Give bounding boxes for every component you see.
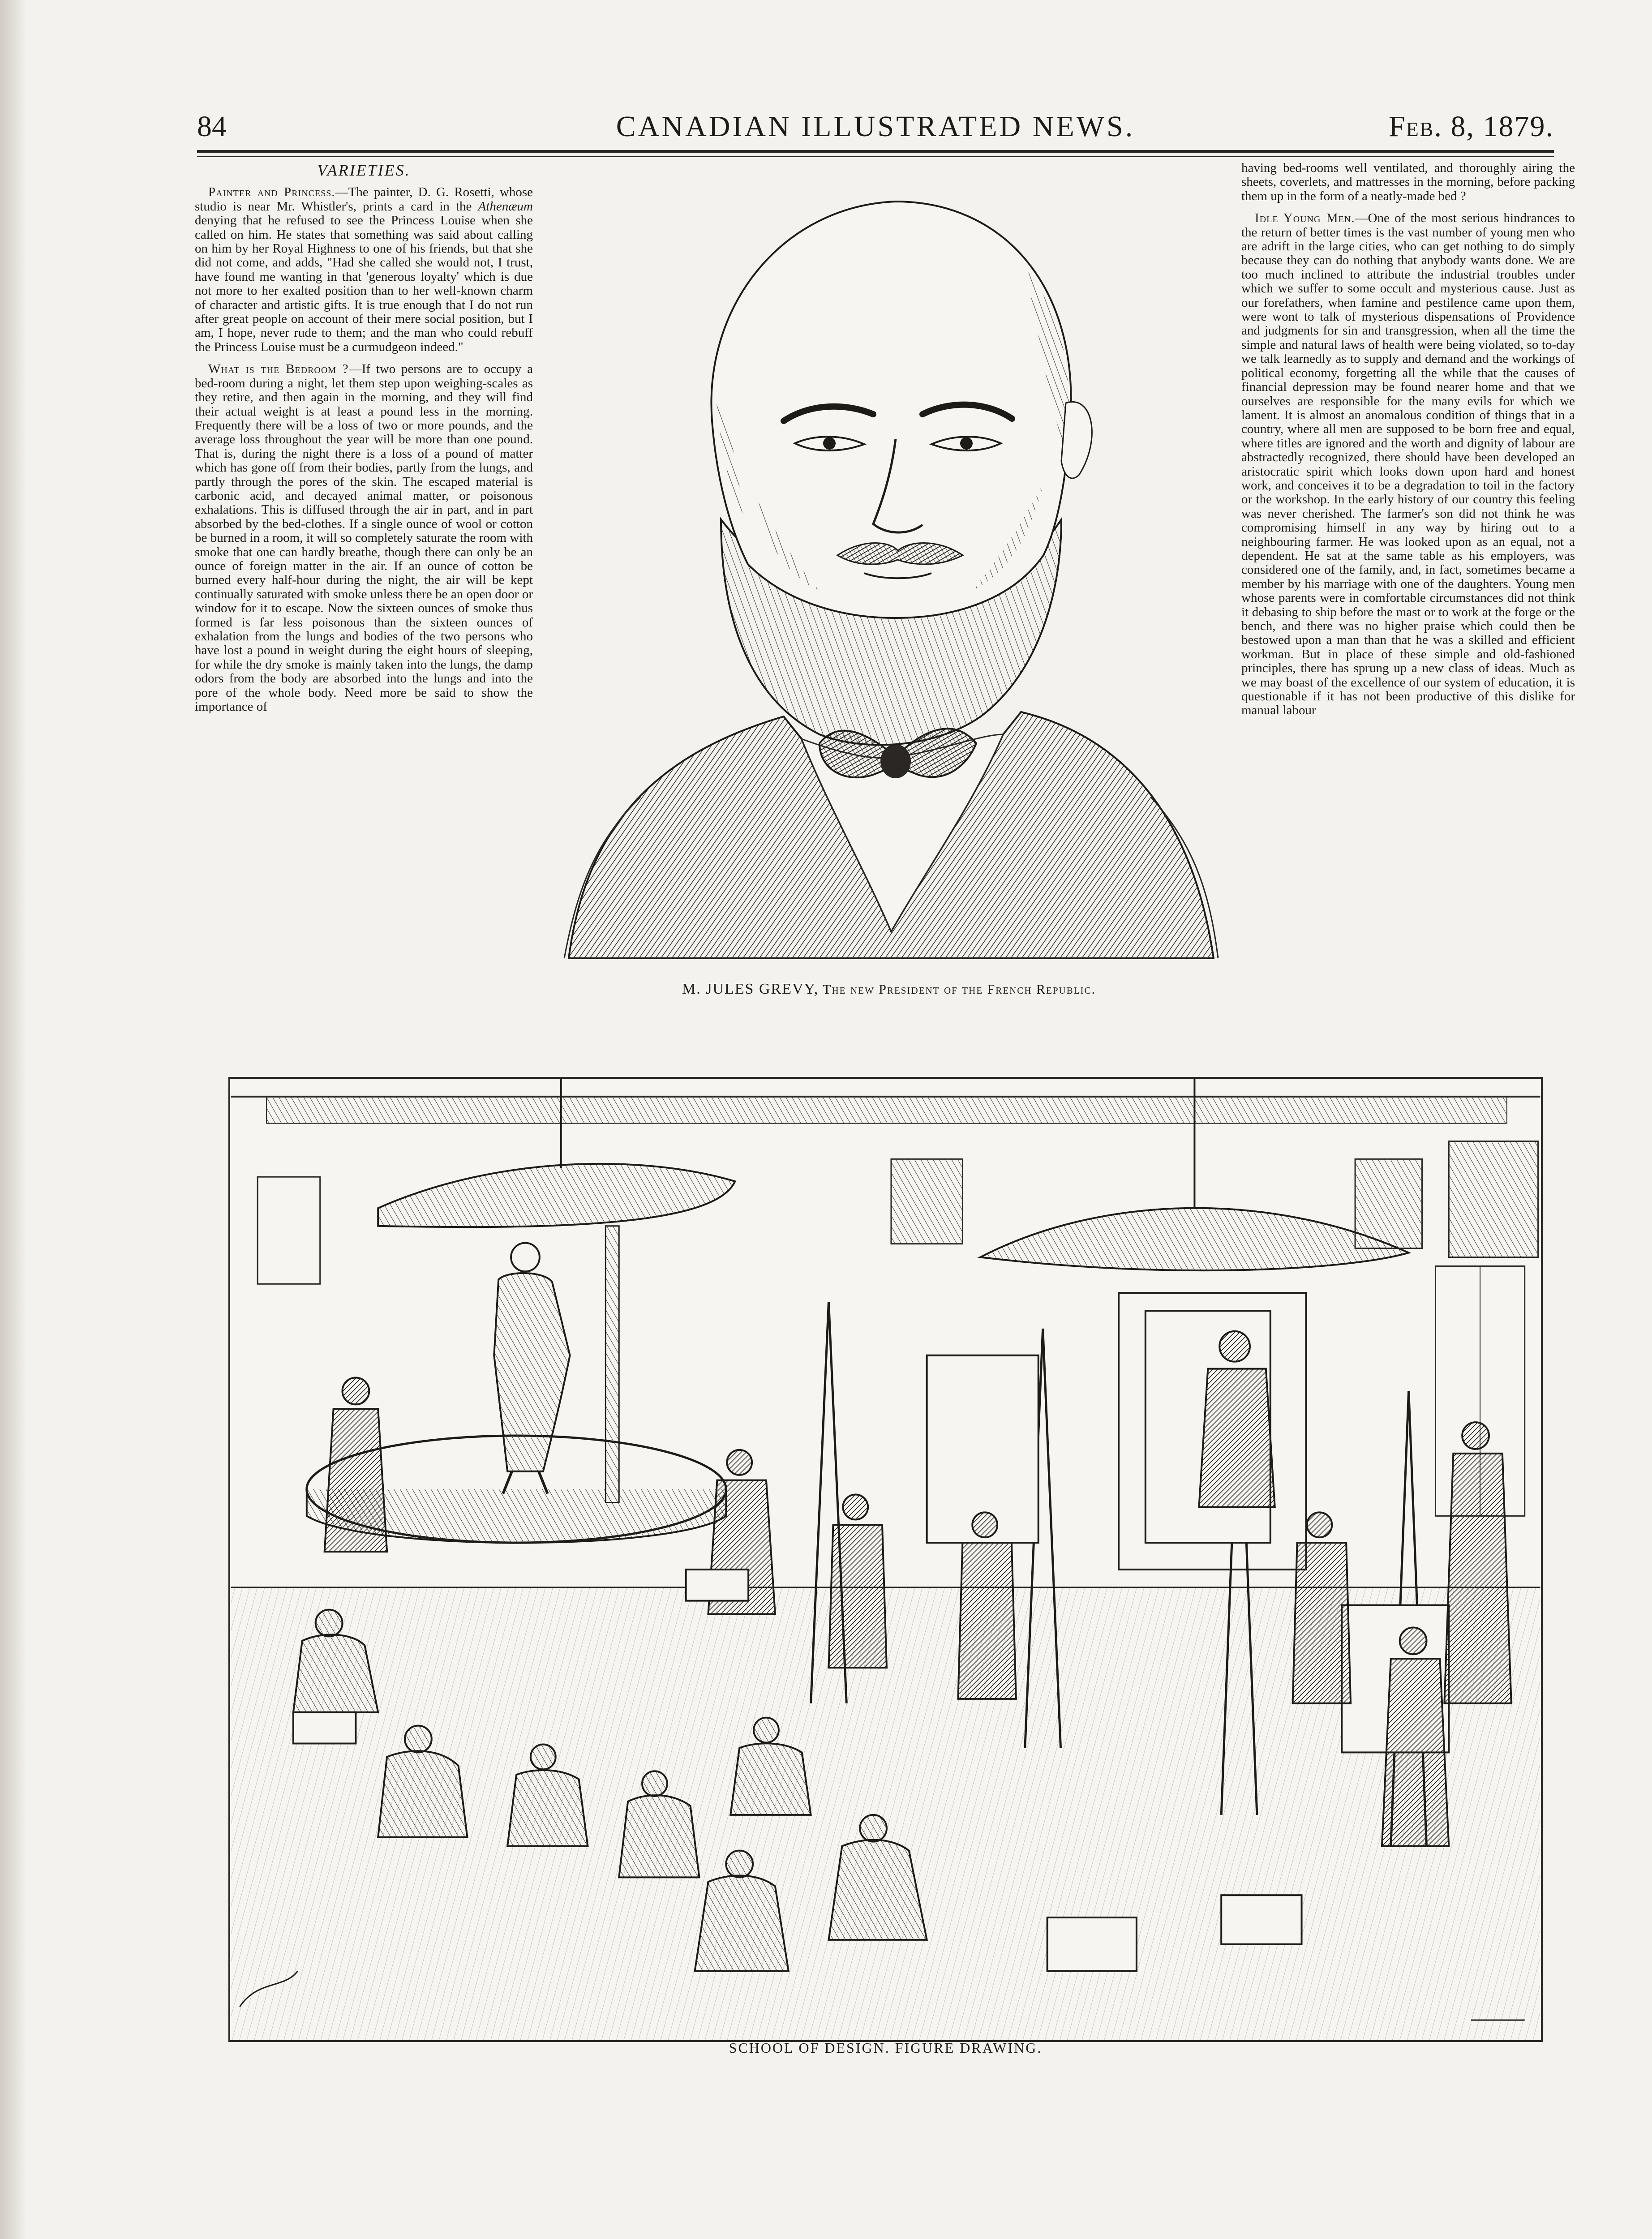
article-body: —If two persons are to occupy a bed-room during a night, let them step upon weighing-scales as they retire, and then again in the morning, and they will find their actual weight is at least a pound less in the morning. Frequently there will be a loss of two or more pounds, and the average loss throughout the year will be more than one pound. That is, during the night there is a loss of a pound of matter which has gone off from their bodies, partly from the lungs, and partly through the pores of the skin. The escaped material is carbonic acid, and decayed animal matter, or poisonous exhalations. This is diffused through the air in part, and in part absorbed by the bed-clothes. If a single ounce of wool or cotton be burned in a room, it will so completely saturate the room with smoke that one can hardly breathe, though there can only be an ounce of foreign matter in the air. If an ounce of cotton be burned every half-hour during the night, the air will be kept continually saturated with smoke unless there be an open door or window for it to escape. Now the sixteen ounces of smoke thus formed is far less poisonous than the sixteen ounces of exhalation from the lungs and bodies of the two persons who have lost a pound in weight during the eight hours of sleeping, for while the dry smoke is mainly taken into the lungs, the damp odors from the body are absorbed into the lungs and into the pore of the whole body. Need more be said to show the importance of — [195, 362, 533, 714]
page-number: 84 — [197, 110, 227, 143]
portrait-caption-title: The new President of the French Republic. — [819, 982, 1096, 997]
header-rule-thin — [197, 156, 1554, 157]
article-body: —The painter, D. G. Rosetti, whose studio is near Mr. Whistler's, prints a card in the — [195, 185, 533, 214]
section-title: VARIETIES. — [317, 163, 411, 179]
article-lead: What is the Bedroom ? — [208, 362, 349, 377]
article-painter-and-princess — [195, 185, 533, 354]
page-edge-shadow — [0, 0, 27, 2239]
article-bedroom — [195, 362, 533, 714]
article-continuation: having bed-rooms well ventilated, and thoroughly airing the sheets, coverlets, and mattresses in the morning, before packing them up in the form of a neatly-made bed ? — [1241, 161, 1575, 203]
portrait-caption — [551, 981, 1227, 998]
right-text-column — [1241, 161, 1575, 1023]
article-italic: Athenæum — [478, 199, 533, 214]
article-body: —One of the most serious hindrances to the return of better times is the vast number of young men who are adrift in the large cities, who can get nothing to do simply because they can do nothing that anybody wants done. We are too much inclined to attribute the industrial troubles under which we suffer to some occult and mysterious cause. Just as our forefathers, when famine and pestilence came upon them, were wont to talk of mysterious dispensations of Providence and judgments for sin and transgression, when all the time the simple and natural laws of health were being violated, so to-day we talk learnedly as to supply and demand and the workings of political economy, forgetting all the while that the causes of financial depression may be found nearer home and that we ourselves are responsible for the many evils for which we lament. It is almost an anomalous condition of things that in a country, where all men are supposed to be born free and equal, where titles are ignored and the worth and dignity of labour are abstractedly recognized, there should have been developed an aristocratic spirit which looks down upon hard and honest work, and conceives it to be a degradation to toil in the factory or the workshop. In the early history of our country this feeling was never cherished. The farmer's son did not think he was compromising himself in any way by hiring out to a neighbouring farmer. He was looked upon as an equal, not a dependent. He sat at the same table as his employers, was considered one of the family, and, in fact, sometimes became a member by his marriage with one of the daughters. Young men whose parents were in comfortable circumstances did not think it debasing to ship before the mast or to work at the forge or the bench, and there was no higher praise which could then be bestowed upon a man than that he was a skilled and efficient workman. But in place of these simple and old-fashioned principles, there has sprung up a new class of ideas. Much as we may boast of the excellence of our system of education, it is questionable if it has not been productive of this dislike for manual labour — [1241, 211, 1575, 718]
school-of-design-engraving — [228, 1077, 1543, 2042]
article-idle-young-men — [1241, 211, 1575, 718]
left-text-column — [195, 163, 533, 983]
article-lead: Painter and Princess. — [208, 185, 335, 200]
header-rule-thick — [197, 150, 1554, 153]
portrait-engraving — [551, 170, 1227, 967]
masthead — [197, 110, 1554, 150]
portrait-caption-name: M. JULES GREVY, — [682, 981, 819, 997]
newspaper-title: CANADIAN ILLUSTRATED NEWS. — [616, 110, 1135, 143]
illustration-caption: SCHOOL OF DESIGN. FIGURE DRAWING. — [729, 2040, 1043, 2056]
article-lead: Idle Young Men. — [1255, 211, 1355, 226]
issue-date: Feb. 8, 1879. — [1389, 110, 1554, 143]
article-body: denying that he refused to see the Princess Louise when she called on him. He states that something was said about calling on him by her Royal Highness to one of his friends, but that she did not come, and adds, "Had she called she would not, I trust, have found me wanting in that 'generous loyalty' which is due not more to her exalted position than to her well-known charm of character and artistic gifts. It is true enough that I do not run after great people on account of their mere social position, but I am, I hope, never rude to them; and the man who could rebuff the Princess Louise must be a curmudgeon indeed." — [195, 213, 533, 354]
